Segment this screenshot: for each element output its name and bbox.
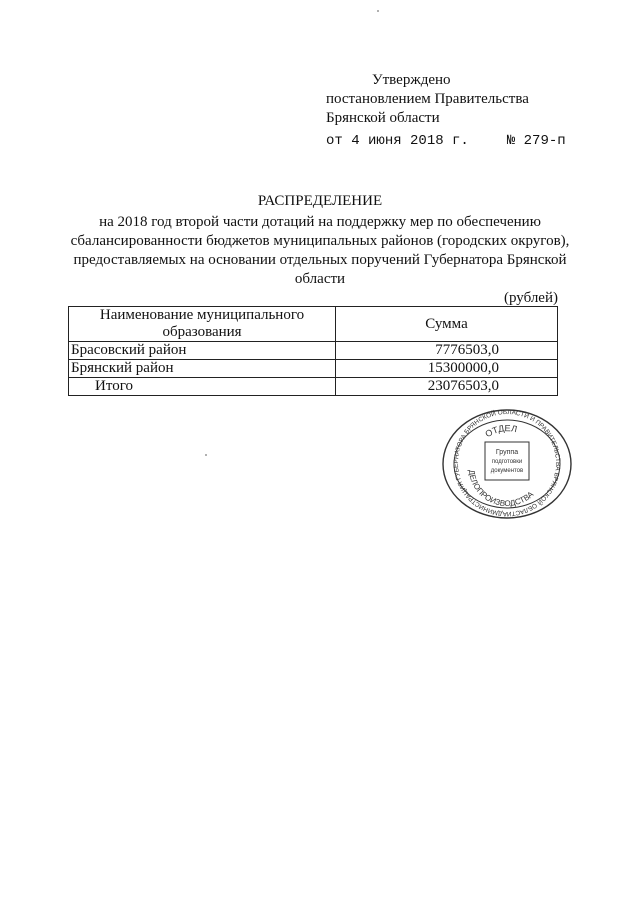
decree-date: 4 июня 2018 г. [351,133,469,149]
total-amount: 23076503,0 [336,378,558,396]
stamp-bottom-text: ДЕЛОПРОИЗВОДСТВА [466,469,536,509]
distribution-table [68,306,558,396]
approval-decree: постановлением Правительства [326,91,529,107]
row-name: Брасовский район [69,342,336,360]
stamp-top-text: ОТДЕЛ [483,423,518,440]
scan-speck [377,10,379,12]
stamp-center-line-2: подготовки [491,459,523,465]
row-amount: 15300000,0 [336,360,558,378]
decree-number: № 279-п [506,133,566,149]
approval-date-line [326,132,566,151]
stamp-center-line-1: Группа [495,449,519,456]
approval-block [326,71,566,151]
column-header-amount: Сумма [336,307,558,342]
table-header-row [69,307,558,342]
row-amount: 7776503,0 [336,342,558,360]
units-label: (рублей) [503,290,558,306]
total-label: Итого [69,378,336,396]
title-subtitle: на 2018 год второй части дотаций на поддержку мер по обеспечению сбалансированности бюджетов муниципальных районов (городских округов), предоставляемых на основании отдельных поручений Губернатора Брянской области [70,214,570,287]
date-prefix: от [326,133,343,149]
table-total-row [69,378,558,396]
scan-speck [205,454,207,456]
row-name: Брянский район [69,360,336,378]
approval-region: Брянской области [326,110,440,126]
stamp-ring-text: АДМИНИСТРАЦИЯ ГУБЕРНАТОРА БРЯНСКОЙ ОБЛАСТИ И ПРАВИТЕЛЬСТВА БРЯНСКОЙ ОБЛАСТИ [452,408,562,518]
document-title [60,192,580,289]
approval-label: Утверждено [372,72,451,88]
title-heading: РАСПРЕДЕЛЕНИЕ [257,193,383,209]
column-header-name: Наименование муниципального образования [69,307,336,342]
table-row [69,342,558,360]
table-row [69,360,558,378]
office-stamp [441,408,573,520]
stamp-center-line-3: документов [490,468,524,474]
